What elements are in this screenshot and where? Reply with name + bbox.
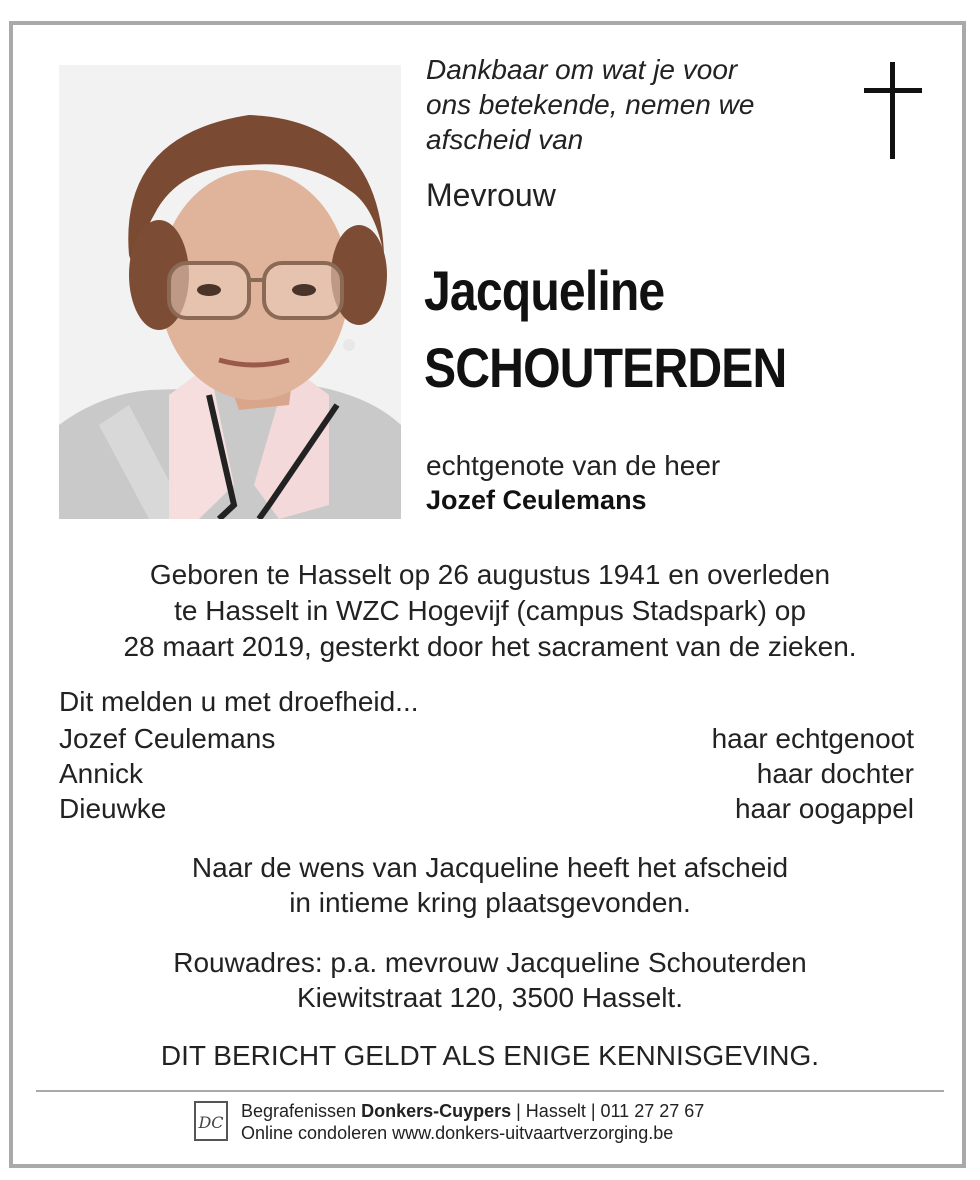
footer-prefix: Begrafenissen [241,1101,362,1121]
deceased-title: Mevrouw [426,177,556,213]
mourners-list [59,721,914,826]
footer-online[interactable]: Online condoleren www.donkers-uitvaartverzorging.be [241,1123,674,1143]
deceased-first-name: Jacqueline [424,259,665,322]
intro-line-3: afscheid van [426,124,584,155]
mourner-name: Dieuwke [59,793,167,824]
mourner-relation: haar dochter [756,758,914,789]
footer [241,1100,704,1144]
mourner-row [59,756,914,791]
farewell-wish [40,850,940,920]
spouse-relation: echtgenote van de heer [426,450,721,481]
mourner-row [59,721,914,756]
portrait-photo [59,65,401,519]
footer-suffix: | Hasselt | 011 27 27 67 [511,1101,705,1121]
announcement: Dit melden u met droefheid... [59,686,419,717]
birth-death-details [40,557,940,665]
spouse-name: Jozef Ceulemans [426,485,647,515]
mourner-row [59,791,914,826]
mourner-relation: haar echtgenoot [711,723,914,754]
address-line-2: Kiewitstraat 120, 3500 Hasselt. [297,982,683,1013]
wish-line-2: in intieme kring plaatsgevonden. [289,887,691,918]
wish-line-1: Naar de wens van Jacqueline heeft het afscheid [191,852,789,883]
cross-icon [864,62,922,159]
deceased-last-name: SCHOUTERDEN [424,336,787,399]
footer-divider [36,1090,944,1092]
funeral-home-logo-icon [194,1101,228,1141]
mourner-name: Jozef Ceulemans [59,723,276,754]
mourner-name: Annick [59,758,144,789]
footer-company: Donkers-Cuypers [361,1101,512,1121]
mourner-relation: haar oogappel [734,793,914,824]
birth-death-line-3: 28 maart 2019, gesterkt door het sacrament van de zieken. [123,631,857,662]
intro-text [426,52,826,157]
address-line-1: Rouwadres: p.a. mevrouw Jacqueline Schouterden [173,947,807,978]
birth-death-line-2: te Hasselt in WZC Hogevijf (campus Stadspark) op [174,595,806,626]
intro-line-2: ons betekende, nemen we [426,89,755,120]
notice-text: DIT BERICHT GELDT ALS ENIGE KENNISGEVING. [160,1040,820,1071]
mourning-address [40,945,940,1015]
birth-death-line-1: Geboren te Hasselt op 26 augustus 1941 en overleden [149,559,831,590]
intro-line-1: Dankbaar om wat je voor [426,54,738,85]
footer-line-1 [241,1100,704,1122]
logo-text: DC [198,1113,224,1132]
